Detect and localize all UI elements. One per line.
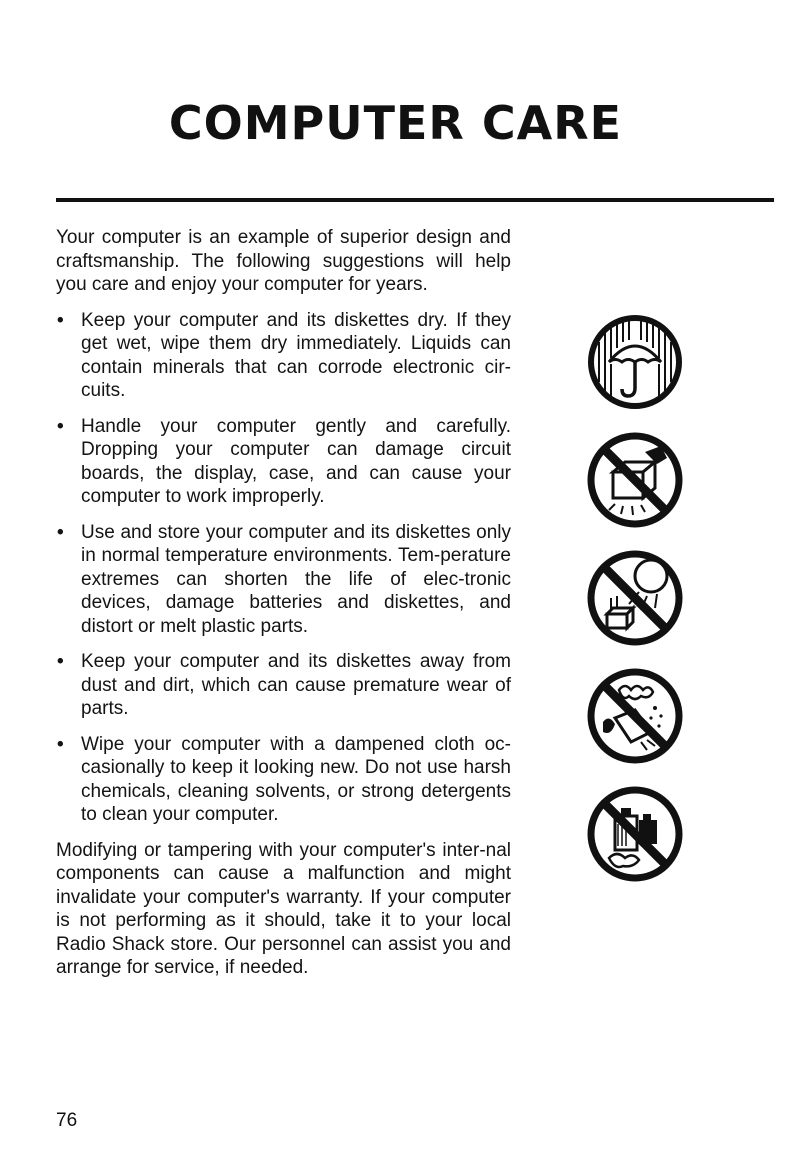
- page-number: 76: [56, 1110, 78, 1131]
- list-item: [56, 650, 511, 721]
- bullet-icon: •: [57, 651, 64, 672]
- no-dropping-icon: [585, 430, 685, 530]
- intro-paragraph: Your computer is an example of superior design and craftsmanship. The following suggestions will help you care and enjoy your computer for years.: [56, 227, 511, 295]
- umbrella-rain-icon: [585, 312, 685, 412]
- body-text: [56, 226, 511, 992]
- list-item-text: Wipe your computer with a dampened cloth oc-casionally to keep it looking new. Do not use harsh chemicals, cleaning solvents, or strong detergents to clean your computer.: [81, 733, 511, 825]
- bullet-icon: •: [57, 733, 64, 755]
- list-item-text: Use and store your computer and its diskettes only in normal temperature environments. Tem-perature extremes can shorten the life of elec-tronic devices, damage batteries and diskettes, and distort or melt plastic parts.: [81, 521, 511, 637]
- no-heat-sun-icon: [585, 548, 685, 648]
- list-item-text: Keep your computer and its diskettes away from dust and dirt, which can cause premature wear of parts.: [81, 651, 511, 719]
- list-item: [56, 415, 511, 509]
- bullet-icon: •: [57, 521, 64, 543]
- no-dust-icon: [585, 666, 685, 766]
- page-title: COMPUTER CARE: [168, 96, 623, 150]
- list-item: [56, 309, 511, 403]
- bullet-icon: •: [57, 415, 64, 437]
- closing-paragraph: Modifying or tampering with your computer's inter-nal components can cause a malfunction and might invalidate your computer's warranty. If your computer is not performing as it should, take it to your local Radio Shack store. Our personnel can assist you and arrange for service, if needed.: [56, 839, 511, 978]
- list-item-text: Handle your computer gently and carefully. Dropping your computer can damage circuit boards, the display, case, and can cause your computer to work improperly.: [81, 415, 511, 507]
- no-chemicals-icon: [585, 784, 685, 884]
- list-item: [56, 521, 511, 639]
- bullet-icon: •: [57, 309, 64, 331]
- list-item-text: Keep your computer and its diskettes dry. If they get wet, wipe them dry immediately. Liquids can contain minerals that can corrode electronic cir-cuits.: [81, 309, 511, 401]
- title-rule: [56, 198, 774, 202]
- care-tips-list: [56, 309, 511, 827]
- list-item: [56, 733, 511, 827]
